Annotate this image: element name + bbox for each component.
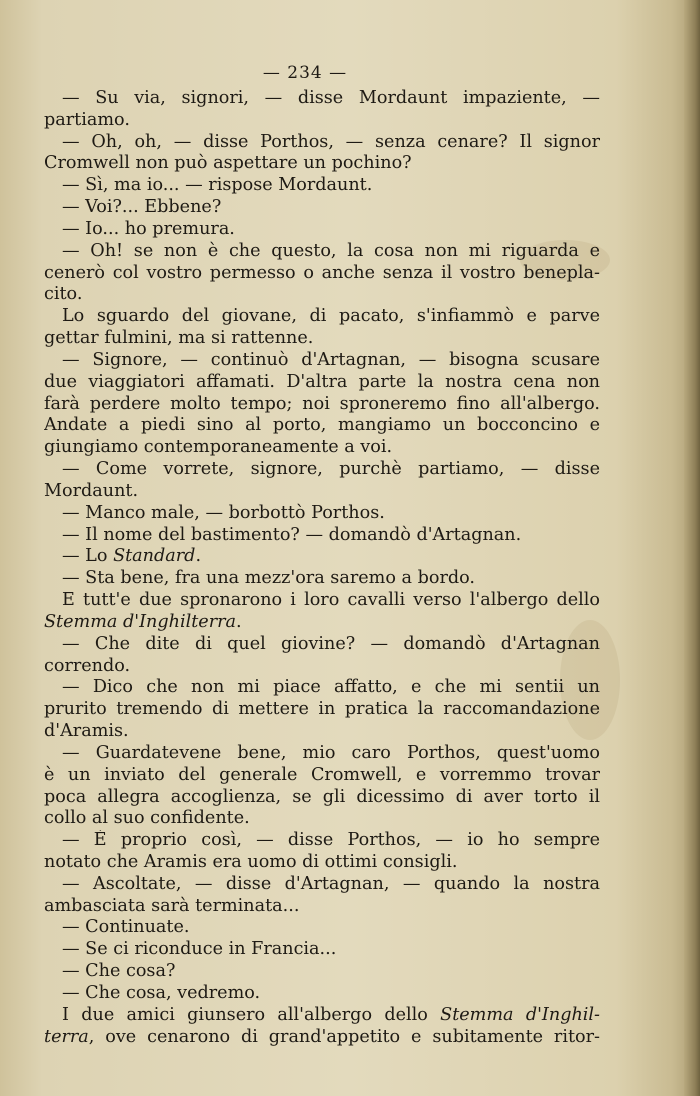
text-line: gettar fulmini, ma si rattenne. (44, 328, 314, 349)
text-line: I due amici giunsero all'albergo dello Stemma d'Inghil- (62, 1004, 600, 1025)
text-line: — Che dite di quel giovine? — domandò d'Artagnan (62, 633, 600, 654)
text-line: — Signore, — continuò d'Artagnan, — bisogna scusare (62, 349, 600, 370)
text-line: — Sta bene, fra una mezz'ora saremo a bordo. (62, 568, 475, 589)
text-line: correndo. (44, 655, 131, 676)
italic-title: Standard (113, 546, 196, 567)
text-line: Andate a piedi sino al porto, mangiamo un bocconcino e (44, 415, 600, 436)
text-line: — Dico che non mi piace affatto, e che mi sentii un (62, 677, 600, 698)
body-text (44, 88, 600, 1048)
text-line: d'Aramis. (44, 721, 129, 742)
text-line: giungiamo contemporaneamente a voi. (44, 437, 393, 458)
text-line: — Che cosa? (62, 961, 176, 982)
text-line: — Continuate. (62, 917, 190, 938)
text-line: — Guardatevene bene, mio caro Porthos, quest'uomo (62, 742, 600, 763)
text-line: — Manco male, — borbottò Porthos. (62, 502, 385, 523)
text-line: — Come vorrete, signore, purchè partiamo, — disse (62, 459, 600, 480)
text-line: terra, ove cenarono di grand'appetito e subitamente ritor- (44, 1026, 600, 1047)
text-line: — È proprio così, — disse Porthos, — io ho sempre (62, 830, 600, 851)
text-line: è un inviato del generale Cromwell, e vorremmo trovar (44, 764, 600, 785)
text-line: ambasciata sarà terminata... (44, 895, 300, 916)
book-spine-edge (684, 0, 700, 1096)
text-line: — Oh, oh, — disse Porthos, — senza cenare? Il signor (62, 131, 600, 152)
text-line: — Ascoltate, — disse d'Artagnan, — quando la nostra (62, 873, 600, 894)
text-line: Lo sguardo del giovane, di pacato, s'infiammò e parve (62, 306, 600, 327)
text-line: E tutt'e due spronarono i loro cavalli verso l'albergo dello (62, 590, 600, 611)
text-line: — Sì, ma io... — rispose Mordaunt. (62, 175, 373, 196)
text-line: — Voi?... Ebbene? (62, 197, 222, 218)
text-line: Mordaunt. (44, 480, 139, 501)
text-line: — Io... ho premura. (62, 218, 235, 239)
text-line: notato che Aramis era uomo di ottimi consigli. (44, 851, 458, 872)
text-line: Cromwell non può aspettare un pochino? (44, 153, 412, 174)
text-line: — Se ci riconduce in Francia... (62, 939, 337, 960)
text-line: cito. (44, 284, 83, 305)
text-line: — Che cosa, vedremo. (62, 982, 261, 1003)
text-line: poca allegra accoglienza, se gli dicessimo di aver torto il (44, 786, 600, 807)
text-line: due viaggiatori affamati. D'altra parte la nostra cena non (44, 371, 600, 392)
text-line: partiamo. (44, 109, 130, 130)
text-line: — Oh! se non è che questo, la cosa non mi riguarda e (62, 240, 600, 261)
text-line: — Lo Standard. (62, 546, 202, 567)
text-line: farà perdere molto tempo; noi sproneremo fino all'albergo. (44, 393, 600, 414)
text-line: — Il nome del bastimento? — domandò d'Artagnan. (62, 524, 522, 545)
text-line: Stemma d'Inghilterra. (44, 611, 242, 632)
italic-title: Stemma d'Inghilterra (44, 611, 237, 632)
italic-title: Stemma d'Inghil- (440, 1004, 600, 1025)
text-line: collo al suo confidente. (44, 808, 250, 829)
page-number: — 234 — (262, 63, 348, 83)
italic-title: terra (44, 1026, 89, 1047)
text-line: prurito tremendo di mettere in pratica la raccomandazione (44, 699, 600, 720)
text-line: cenerò col vostro permesso o anche senza il vostro benepla- (44, 262, 600, 283)
text-line: — Su via, signori, — disse Mordaunt impaziente, — (62, 88, 600, 108)
